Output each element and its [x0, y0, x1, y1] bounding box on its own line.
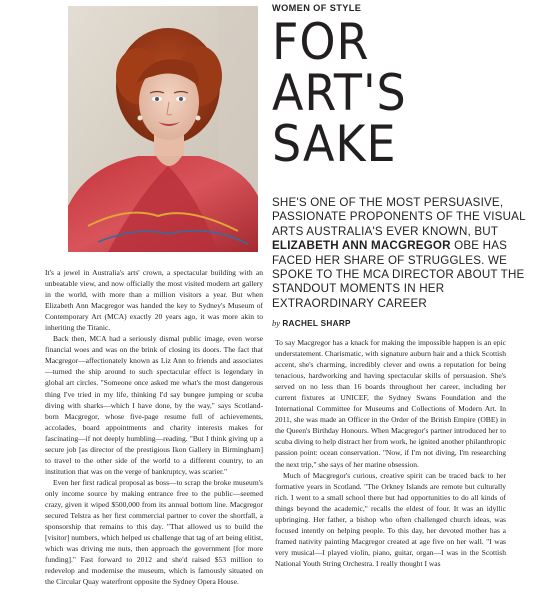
headline	[272, 13, 537, 173]
body-paragraph: It's a jewel in Australia's arts' crown, a spectacular building with an unbeatable view, and now officially the most visited modern art gallery in the world, with more than a million visitors a year. But when Elizabeth Ann Macgregor was handed the key to Sydney's Museum of Contemporary Art (MCA) exactly 20 years ago, it was more akin to inheriting the Titanic.	[45, 268, 263, 333]
standfirst-intro: SHE'S ONE OF THE MOST PERSUASIVE, PASSIONATE PROPONENTS OF THE VISUAL ARTS AUSTRALIA'S EVER KNOWN, BUT	[272, 196, 526, 238]
headline-line-1: FOR	[272, 13, 370, 71]
standfirst-outro: OBE HAS FACED HER SHARE OF STRUGGLES. WE SPOKE TO THE MCA DIRECTOR ABOUT THE STANDOUT MOMENTS IN HER EXTRAORDINARY CAREER	[272, 239, 525, 310]
portrait-photo	[68, 6, 258, 252]
byline-prefix: by	[272, 318, 281, 328]
byline	[272, 318, 351, 328]
article-column-right	[275, 337, 506, 569]
body-paragraph: Back then, MCA had a seriously dismal public image, even worse financial woes and was on the brink of closing its doors. The fact that Macgregor—affectionately known as Liz Ann to friends and associates—turned the ship around to such spectacular effect is legendary in global art circles. "Someone once asked me what's the most dangerous thing I've tried in my life, thinking I'd say bungee jumping or scuba diving with sharks—which I have done, by the way," says Scotland-born Macgregor, whose five-page resume full of achievements, accolades, board appointments and charity interests makes for fascinating—if not deeply humbling—reading. "But I think giving up a secure job [as director of the prestigious Ikon Gallery in Birmingham] to travel to the other side of the world to a different country, to an institution that was on the verge of bankruptcy, was scarier."	[45, 334, 263, 476]
article-column-left	[45, 267, 263, 587]
body-paragraph: Even her first radical proposal as boss—to scrap the broke museum's only income source by making entrance free to the public—seemed crazy, given it wiped $500,000 from its annual bottom line. Macgregor secured Telstra as her first commercial partner to cover the shortfall, a sponsorship that remains to this day. "That allowed us to build the [visitor] numbers, which helped us challenge that tag of art being elitist, which was driving me nuts, then approach the government [for more funding]." Fast forward to 2012 and she'd raised $53 million to redevelop and modernise the museum, which is famously situated on the Circular Quay waterfront opposite the Sydney Opera House.	[45, 477, 263, 587]
body-paragraph: Much of Macgregor's curious, creative spirit can be traced back to her formative years in Scotland. "The Orkney Islands are remote but culturally rich. I went to a small school there but had opportunities to do all kinds of things beyond the academic," recalls the eldest of four. It was an idyllic upbringing. Her father, a bishop who often challenged church ideas, was focused intently on helping people. To this day, her devoted mother has a framed nativity painting Macgregor created at age five on her wall. "I was very musical—I played violin, piano, guitar, organ—I was in the Scottish National Youth String Orchestra. I really thought I was	[275, 470, 506, 568]
byline-author: RACHEL SHARP	[282, 319, 351, 328]
headline-line-2: ART'S	[272, 64, 407, 122]
standfirst	[272, 196, 534, 311]
standfirst-subject-name: ELIZABETH ANN MACGREGOR	[272, 239, 451, 253]
headline-line-3: SAKE	[272, 115, 397, 173]
section-label: WOMEN OF STYLE	[272, 3, 362, 13]
body-paragraph: To say Macgregor has a knack for making the impossible happen is an epic understatement. Charismatic, with signature auburn hair and a thick Scottish accent, she's charming, incredibly clever and owns a reputation for being tenacious, hardworking and having spectacular skills of persuasion. She's served on no less than 16 boards throughout her career, including her current fixtures at UNICEF, the Sydney Swans Foundation and the International Committee for Museums and Collections of Modern Art. In 2011, she was made an Officer in the Order of the British Empire (OBE) in the Queen's Birthday Honours. When Macgregor's partner introduced her to scuba diving to help distract her from work, he ignited another philanthropic passion point: ocean conservation. "Now, if I'm not diving, I'm researching the next trip," she says of her marine obsession.	[275, 338, 506, 469]
